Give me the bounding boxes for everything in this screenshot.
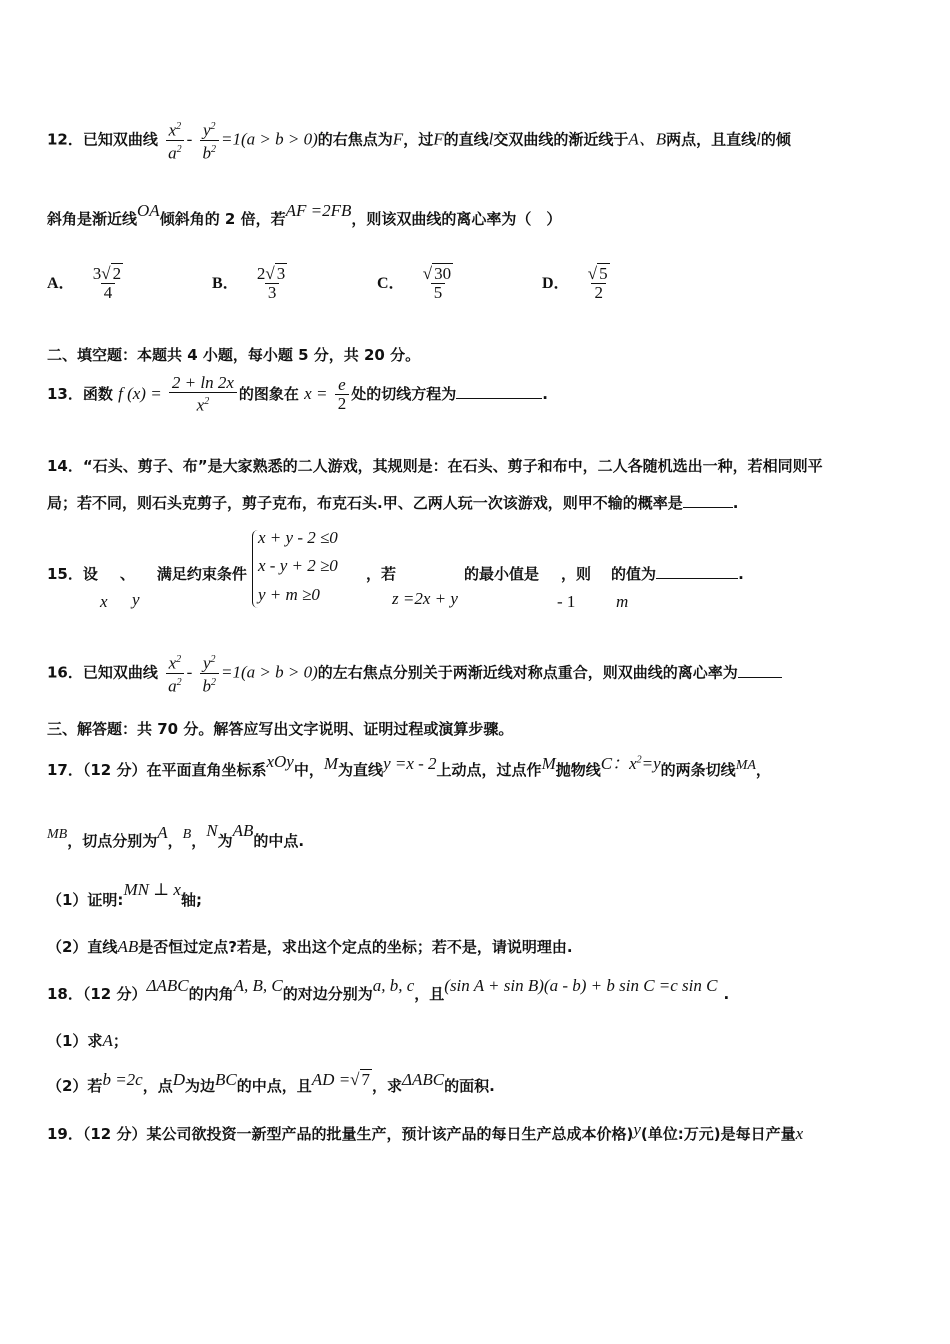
q15-constraint-3: y + m ≥0 [258,585,320,604]
q15-constraint-2: x - y + 2 ≥0 [258,556,338,575]
q14-answer-blank[interactable] [683,493,733,508]
q15-objective: z =2x + y [392,589,458,608]
q15-constraint-1: x + y - 2 ≤0 [258,528,338,547]
q15-var-x: x [100,592,108,611]
q12-option-a[interactable]: A． $\frac{3√ 2}{4}$ [47,264,122,302]
q12-hyperbola-term1: $\frac{x^2}{a^2}$ [165,118,185,162]
q13: 13．函数 f (x) = $\frac{2 + \ln 2x}{x^2}$ 的图象在 x = $\frac{e}{2}$ 处的切线方程为 . [47,373,548,415]
q16-answer-blank[interactable] [738,663,782,678]
q15-text: 15．设 、 满足约束条件 [47,565,247,583]
q14-line2: 局；若不同，则石头克剪子，剪子克布，布克石头.甲、乙两人玩一次该游戏，则甲不输的概率是 . [47,494,739,512]
q12-option-c[interactable]: C． $\frac{√ 30}{5}$ [377,264,452,302]
q15-var-y: y [132,590,140,609]
q18-line1: 18．（12 分）ΔABC的内角A, B, C的对边分别为a, b, c，且(sin A + sin B)(a - b) + b sin C =c sin C . [47,976,730,1003]
q12-number: 12． [47,130,83,149]
q18-part2: （2）若b =2c，点D为边BC的中点，且AD =√ 7 ，求ΔABC的面积. [47,1070,495,1095]
section-2-heading: 二、填空题：本题共 4 小题，每小题 5 分，共 20 分。 [47,346,421,364]
q16: 16．已知双曲线 $\frac{x^2}{a^2}$ - $\frac{y^2}{b^2}$ =1(a > b > 0)的左右焦点分别关于两渐近线对称点重合，则双曲线的离心率为 [47,651,782,695]
q12-hyperbola-term2: $\frac{y^2}{b^2}$ [200,118,220,162]
q15-var-m: m [616,592,629,611]
q13-answer-blank[interactable] [456,384,542,399]
q12-hyperbola-condition: =1(a > b > 0) [221,129,318,149]
q17-part2: （2）直线AB是否恒过定点?若是，求出这个定点的坐标；若不是，请说明理由. [47,937,573,956]
q12-option-d[interactable]: D． $\frac{√ 5}{2}$ [542,264,608,302]
q17-line1: 17．（12 分）在平面直角坐标系xOy中，M为直线y =x - 2上动点，过点作M抛物线C：$x^2=y$的两条切线MA， [47,752,771,779]
q17-line2: MB，切点分别为A，B，N为AB的中点. [47,821,305,850]
q15-answer-blank[interactable] [656,564,738,579]
q14-line1: 14．“石头、剪子、布”是大家熟悉的二人游戏，其规则是：在石头、剪子和布中，二人各随机选出一种，若相同则平 [47,457,823,475]
q18-part1: （1）求A； [47,1031,128,1050]
q12-line1: 12．已知双曲线 $\frac{x^2}{a^2}$ - $\frac{y^2}{b^2}$ =1(a > b > 0)的右焦点为F，过F的直线l交双曲线的渐近线于A、B两点，且直线l的倾 [47,118,791,162]
q15-text-2: ，若 的最小值是 ，则 的值为 . [366,565,744,583]
section-3-heading: 三、解答题：共 70 分。解答应写出文字说明、证明过程或演算步骤。 [47,720,514,738]
q17-part1: （1）证明:MN ⊥ x轴; [47,880,202,909]
q12-option-b[interactable]: B． $\frac{2√ 3}{3}$ [212,264,286,302]
q15-min-value: - 1 [557,592,576,611]
q19: 19．（12 分）某公司欲投资一新型产品的批量生产，预计该产品的每日生产总成本价格)y(单位:万元)是每日产量x [47,1120,804,1143]
q12-line2: 斜角是渐近线OA倾斜角的 2 倍，若AF =2FB，则该双曲线的离心率为（ ） [47,201,562,228]
